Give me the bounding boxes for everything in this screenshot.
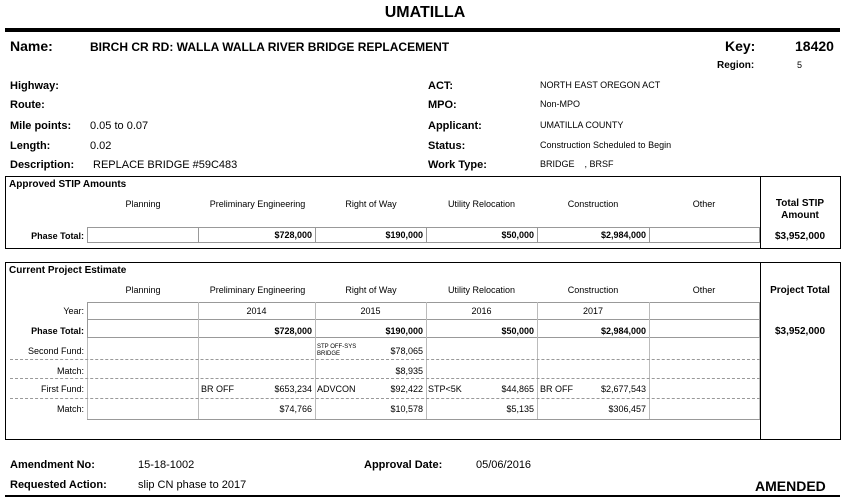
second-match-amount-row: $8,935 [395,366,423,376]
approved-cell-row: $190,000 [315,227,427,243]
requested-action-label: Requested Action: [10,479,107,491]
first-match-amount-utility: $5,135 [506,404,534,414]
county-title: UMATILLA [384,4,466,21]
mpo-label: MPO: [428,99,457,111]
estimate-title: Current Project Estimate [9,265,127,276]
first-fund-code-construction: BR OFF [540,384,573,394]
estimate-phase-total-label: Phase Total: [31,326,84,336]
project-key: 18420 [795,38,834,54]
first-match-amount-row: $10,578 [390,404,423,414]
approval-label: Approval Date: [364,459,443,471]
estimate-phase-planning: Planning [125,285,161,295]
status-value: Construction Scheduled to Begin [540,140,672,150]
estimate-phase-construction: Construction [567,285,619,295]
approved-cell-pe: $728,000 [198,227,316,243]
phase-total-pe: $728,000 [274,326,312,336]
second-fund-code-row: STP OFF-SYS BRIDGE [317,344,357,357]
second-fund-match-label: Match: [56,366,84,376]
phase-total-row-value: $190,000 [385,326,423,336]
work-type-label: Work Type: [428,159,487,171]
year-utility: 2016 [471,306,492,316]
first-fund-amount-row: $92,422 [390,384,423,394]
approved-phase-utility: Utility Relocation [447,199,516,209]
approved-row-label: Phase Total: [31,231,84,241]
estimate-phase-utility: Utility Relocation [447,285,516,295]
amendment-value: 15-18-1002 [138,459,195,471]
dash-line-2 [10,378,760,379]
length-value: 0.02 [90,140,112,152]
approved-title: Approved STIP Amounts [9,179,127,190]
highway-label: Highway: [10,80,59,92]
length-label: Length: [10,140,51,152]
dash-line-3 [10,398,760,399]
first-fund-label: First Fund: [40,384,84,394]
approved-phase-planning: Planning [125,199,161,209]
approved-cell-construction: $2,984,000 [537,227,650,243]
approved-total-label: Total STIP Amount [775,198,825,221]
grid-bottom [87,419,760,420]
estimate-total-label: Project Total [770,285,830,296]
description-value: REPLACE BRIDGE #59C483 [93,159,238,171]
approved-phase-row: Right of Way [345,199,397,209]
estimate-phase-row: Right of Way [345,285,397,295]
dash-line-1 [10,359,760,360]
act-label: ACT: [428,80,454,92]
approved-cell-planning [87,227,199,243]
first-fund-code-pe: BR OFF [201,384,234,394]
estimate-phase-pe: Preliminary Engineering [209,285,306,295]
approved-phase-other: Other [692,199,716,209]
act-value: NORTH EAST OREGON ACT [540,80,661,90]
approved-total-value: $3,952,000 [774,231,826,242]
project-total-value: $3,952,000 [774,326,826,337]
estimate-phase-other: Other [692,285,716,295]
first-fund-amount-utility: $44,865 [501,384,534,394]
amendment-label: Amendment No: [10,459,95,471]
phase-total-construction: $2,984,000 [600,326,646,336]
approved-phase-construction: Construction [567,199,619,209]
region-label: Region: [717,60,755,71]
name-label: Name: [10,38,53,54]
year-construction: 2017 [582,306,604,316]
phase-total-utility: $50,000 [501,326,534,336]
mile-points-value: 0.05 to 0.07 [90,120,149,132]
applicant-value: UMATILLA COUNTY [540,120,624,130]
mpo-value: Non-MPO [540,99,581,109]
first-fund-match-label: Match: [56,404,84,414]
route-label: Route: [10,99,45,111]
project-name: BIRCH CR RD: WALLA WALLA RIVER BRIDGE REPLACEMENT [90,40,450,54]
first-fund-code-utility: STP<5K [428,384,462,394]
approval-value: 05/06/2016 [476,459,532,471]
status-label: Status: [428,140,466,152]
bottom-rule [5,495,840,497]
amended-stamp: AMENDED [755,478,826,494]
second-fund-label: Second Fund: [27,346,84,356]
applicant-label: Applicant: [428,120,482,132]
mile-points-label: Mile points: [10,120,72,132]
first-match-amount-construction: $306,457 [608,404,646,414]
first-match-amount-pe: $74,766 [279,404,312,414]
requested-action-value: slip CN phase to 2017 [138,479,247,491]
year-pe: 2014 [246,306,267,316]
work-type-value: BRIDGE , BRSF [540,159,614,169]
first-fund-code-row: ADVCON [317,384,356,394]
description-label: Description: [10,159,75,171]
year-label: Year: [63,306,84,316]
phase-total-row [87,320,760,338]
approved-cell-other [649,227,760,243]
year-row-phase: 2015 [360,306,381,316]
first-fund-amount-pe: $653,234 [274,384,312,394]
title-rule [5,28,840,32]
approved-cell-utility: $50,000 [426,227,538,243]
key-label: Key: [725,38,756,54]
second-fund-amount-row: $78,065 [390,346,423,356]
region-value: 5 [797,60,803,70]
first-fund-amount-construction: $2,677,543 [600,384,646,394]
approved-phase-pe: Preliminary Engineering [209,199,306,209]
